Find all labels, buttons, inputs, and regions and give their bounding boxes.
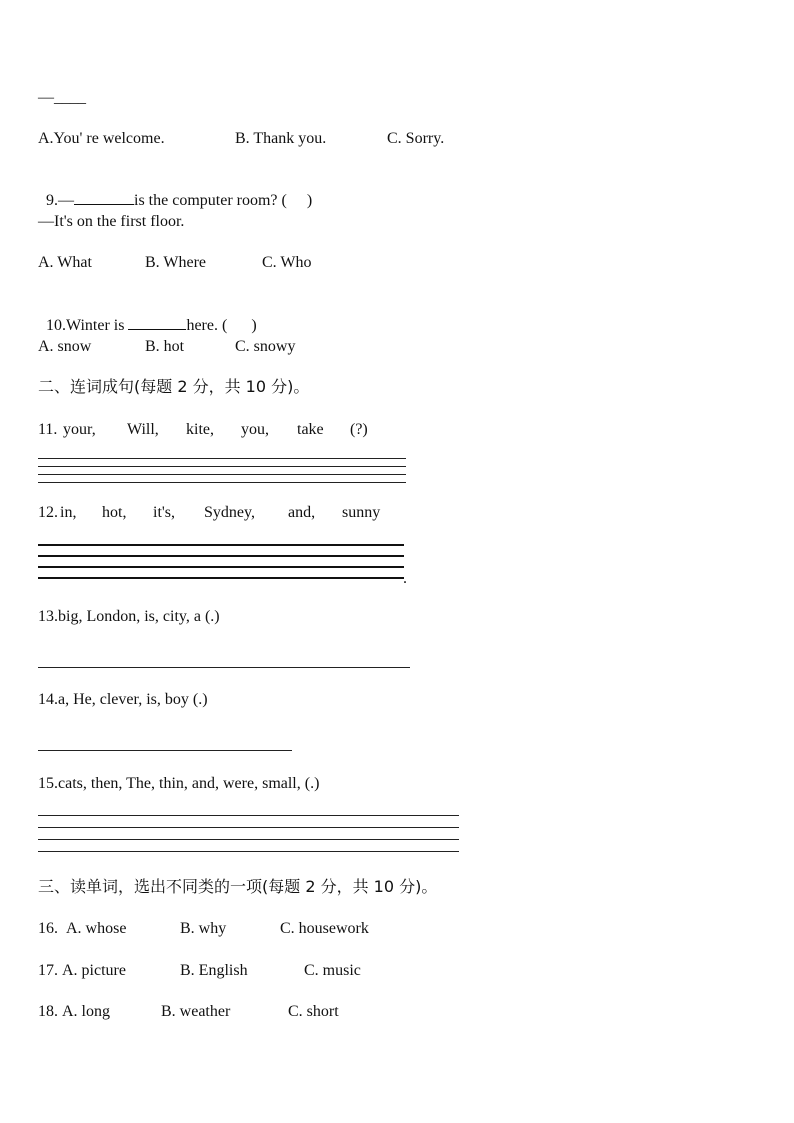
q15-answer-line[interactable] [38,839,459,840]
q10-option-c: C. snowy [235,338,296,355]
q12-answer-line[interactable] [38,544,404,546]
q9-suffix: is the computer room? ( ) [134,192,313,209]
q12-answer-line[interactable] [38,555,404,557]
q9-option-c: C. Who [262,254,312,271]
q10-option-b: B. hot [145,338,185,355]
q18-option-a: A. long [62,1003,110,1020]
section3-heading: 三、读单词，选出不同类的一项(每题 2 分，共 10 分)。 [38,877,438,896]
q12-word: hot, [102,504,127,521]
q9-question [38,170,312,211]
q11-answer-line[interactable] [38,474,406,475]
q10-prefix: 10.Winter is [46,317,129,334]
q11-answer-line[interactable] [38,458,406,459]
q18-option-b: B. weather [161,1003,231,1020]
q12-period: . [403,570,407,587]
q8-option-b: B. Thank you. [235,130,327,147]
q12-word: in, [60,504,77,521]
q16-option-a: A. whose [66,920,127,937]
q11-word: your, [63,421,96,438]
q15-question: 15.cats, then, The, thin, and, were, small, (.) [38,775,320,792]
q8-option-c: C. Sorry. [387,130,445,147]
q11-word: take [297,421,324,438]
q8-option-a: A.You' re welcome. [38,130,165,147]
q14-question: 14.a, He, clever, is, boy (.) [38,691,208,708]
q12-word: and, [288,504,316,521]
q17-option-a: A. picture [62,962,126,979]
q11-answer-line[interactable] [38,466,406,467]
q13-answer-line[interactable] [38,667,410,668]
q17-number: 17. [38,962,58,979]
q18-number: 18. [38,1003,58,1020]
q10-question [38,295,257,336]
q12-number: 12. [38,504,58,521]
q17-option-c: C. music [304,962,361,979]
q12-answer-line[interactable] [38,566,404,568]
q9-blank [74,190,134,205]
q10-option-a: A. snow [38,338,92,355]
q15-answer-line[interactable] [38,851,459,852]
q11-answer-line[interactable] [38,482,406,483]
q15-answer-line[interactable] [38,827,459,828]
q11-word: Will, [127,421,159,438]
q13-question: 13.big, London, is, city, a (.) [38,608,220,625]
q11-word: kite, [186,421,214,438]
q11-word: (?) [350,421,368,438]
q14-answer-line[interactable] [38,750,292,751]
q10-suffix: here. ( ) [186,317,257,334]
q16-option-c: C. housework [280,920,369,937]
q12-word: it's, [153,504,175,521]
q9-reply: —It's on the first floor. [38,213,185,230]
q8-answer-line: —____ [38,89,86,106]
q16-number: 16. [38,920,58,937]
q17-option-b: B. English [180,962,248,979]
q10-blank [128,315,186,330]
q9-prefix: 9.— [46,192,74,209]
q11-number: 11. [38,421,58,438]
section2-heading: 二、连词成句(每题 2 分，共 10 分)。 [38,377,310,396]
q16-option-b: B. why [180,920,227,937]
q15-answer-line[interactable] [38,815,459,816]
q12-answer-line[interactable] [38,577,404,579]
q12-word: Sydney, [204,504,255,521]
q18-option-c: C. short [288,1003,339,1020]
q9-option-a: A. What [38,254,92,271]
q9-option-b: B. Where [145,254,207,271]
q12-word: sunny [342,504,381,521]
q11-word: you, [241,421,269,438]
